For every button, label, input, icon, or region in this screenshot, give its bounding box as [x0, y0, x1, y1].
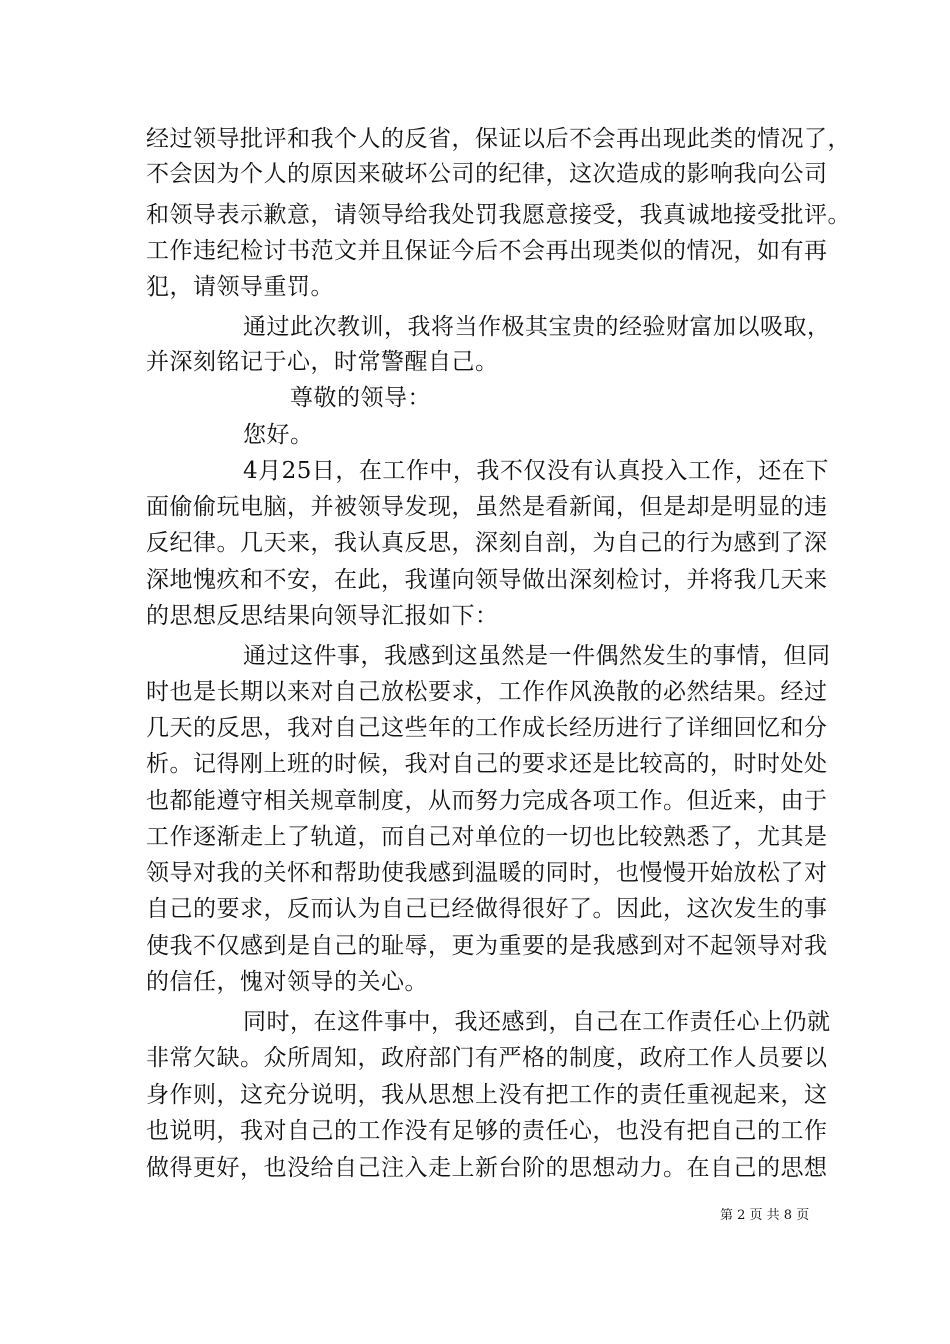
page-number: 第 2 页 共 8 页	[720, 1208, 810, 1223]
paragraph-line: 面偷偷玩电脑，并被领导发现，虽然是看新闻，但是却是明显的违	[146, 494, 828, 520]
paragraph-line: 也说明，我对自己的工作没有足够的责任心，也没有把自己的工作	[146, 1118, 828, 1144]
paragraph-line: 通过这件事，我感到这虽然是一件偶然发生的事情，但同	[243, 643, 831, 669]
paragraph-line: 自己的要求，反而认为自己已经做得很好了。因此，这次发生的事	[146, 896, 828, 922]
paragraph-line: 使我不仅感到是自己的耻辱，更为重要的是我感到对不起领导对我	[146, 933, 828, 959]
paragraph-line: 4月25日，在工作中，我不仅没有认真投入工作，还在下	[243, 458, 829, 484]
paragraph-line: 的信任，愧对领导的关心。	[146, 969, 428, 995]
paragraph-line: 几天的反思，我对自己这些年的工作成长经历进行了详细回忆和分	[146, 715, 828, 741]
paragraph-line: 反纪律。几天来，我认真反思，深刻自剖，为自己的行为感到了深	[146, 530, 828, 556]
paragraph-line: 做得更好，也没给自己注入走上新台阶的思想动力。在自己的思想	[146, 1155, 828, 1181]
paragraph-line: 领导对我的关怀和帮助使我感到温暖的同时，也慢慢开始放松了对	[146, 860, 828, 886]
paragraph-line: 并深刻铭记于心，时常警醒自己。	[146, 349, 499, 375]
paragraph-line: 深地愧疚和不安，在此，我谨向领导做出深刻检讨，并将我几天来	[146, 567, 828, 593]
paragraph-line: 不会因为个人的原因来破坏公司的纪律，这次造成的影响我向公司	[146, 161, 828, 187]
paragraph-line: 的思想反思结果向领导汇报如下：	[146, 603, 499, 629]
paragraph-line: 也都能遵守相关规章制度，从而努力完成各项工作。但近来，由于	[146, 788, 828, 814]
paragraph-line: 犯，请领导重罚。	[146, 274, 334, 300]
paragraph-line: 同时，在这件事中，我还感到，自己在工作责任心上仍就	[243, 1009, 831, 1035]
paragraph-line: 经过领导批评和我个人的反省，保证以后不会再出现此类的情况了，	[146, 126, 851, 152]
paragraph-line: 通过此次教训，我将当作极其宝贵的经验财富加以吸取，	[243, 314, 831, 340]
paragraph-line: 身作则，这充分说明，我从思想上没有把工作的责任重视起来，这	[146, 1082, 828, 1108]
letter-greeting: 您好。	[243, 422, 314, 448]
paragraph-line: 工作违纪检讨书范文并且保证今后不会再出现类似的情况，如有再	[146, 238, 828, 264]
paragraph-line: 工作逐渐走上了轨道，而自己对单位的一切也比较熟悉了，尤其是	[146, 824, 828, 850]
paragraph-line: 析。记得刚上班的时候，我对自己的要求还是比较高的，时时处处	[146, 751, 828, 777]
paragraph-line: 和领导表示歉意，请领导给我处罚我愿意接受，我真诚地接受批评。	[146, 202, 851, 228]
paragraph-line: 非常欠缺。众所周知，政府部门有严格的制度，政府工作人员要以	[146, 1045, 828, 1071]
letter-salutation: 尊敬的领导：	[290, 385, 431, 411]
paragraph-line: 时也是长期以来对自己放松要求，工作作风涣散的必然结果。经过	[146, 679, 828, 705]
